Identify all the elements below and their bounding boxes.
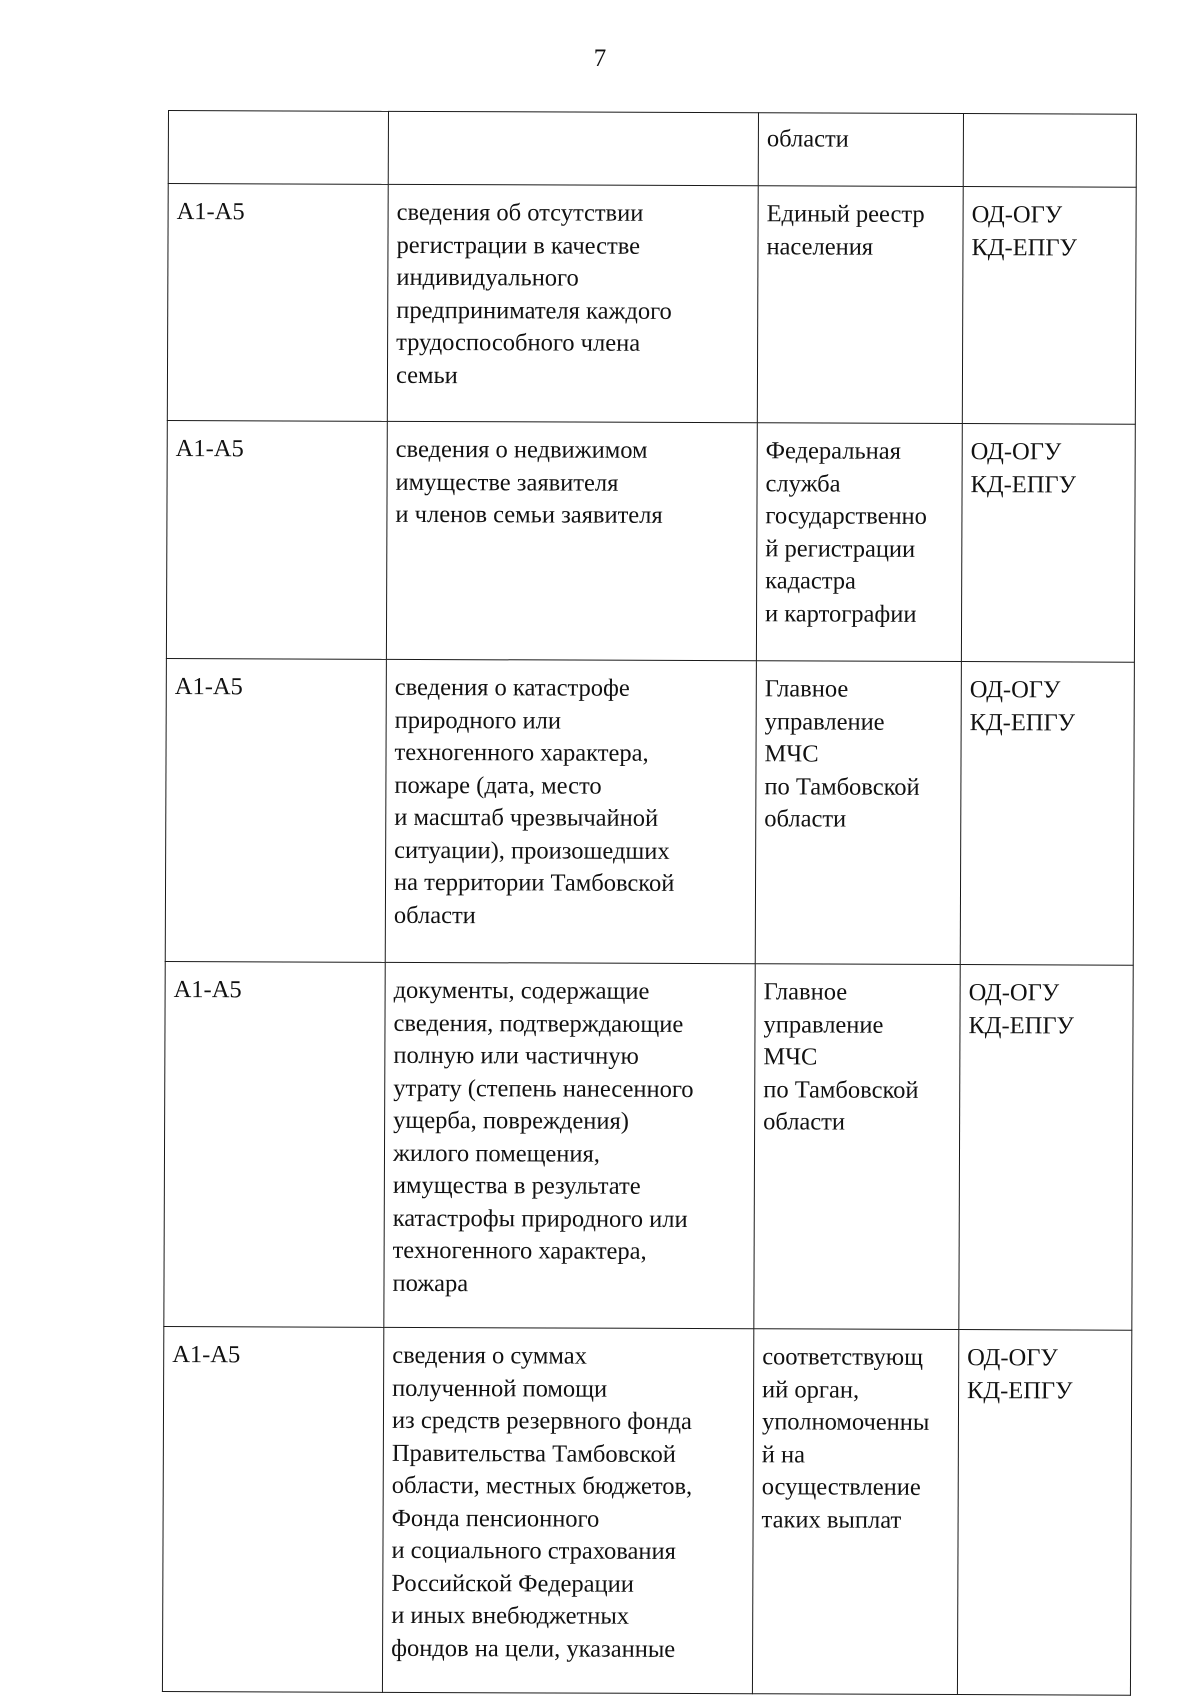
cell-info: сведения о суммах полученной помощи из средств резервного фонда Правительства Тамбовской области, местных бюджетов, Фонда пенсионного и социального страхования Российской Федерации и иных внебюджетных фондов на цели, указанные: [382, 1327, 753, 1693]
cell-source: Главное управление МЧС по Тамбовской области: [754, 964, 960, 1330]
cell-method: [963, 114, 1136, 188]
table-row-continuation: [168, 111, 1136, 188]
cell-method: ОД-ОГУ КД-ЕПГУ: [959, 965, 1133, 1331]
table-row: [162, 1326, 1131, 1695]
cell-source: области: [758, 113, 963, 187]
cell-info: сведения о катастрофе природного или техногенного характера, пожаре (дата, место и масштаб чрезвычайной ситуации), произошедших на территории Тамбовской области: [385, 659, 756, 963]
cell-code: А1-А5: [162, 1326, 383, 1692]
table-row: [164, 961, 1133, 1330]
cell-source: соответствующ ий орган, уполномоченны й на осуществление таких выплат: [752, 1329, 958, 1695]
cell-info: [388, 111, 758, 185]
table-row: [166, 420, 1135, 662]
cell-info: сведения о недвижимом имуществе заявителя и членов семьи заявителя: [386, 421, 757, 660]
cell-method: ОД-ОГУ КД-ЕПГУ: [960, 662, 1134, 966]
cell-code: А1-А5: [165, 658, 386, 962]
cell-method: ОД-ОГУ КД-ЕПГУ: [961, 424, 1135, 663]
table-row: [167, 184, 1136, 425]
cell-source: Федеральная служба государственно й регистрации кадастра и картографии: [756, 423, 962, 662]
cell-info: документы, содержащие сведения, подтверждающие полную или частичную утрату (степень нанесенного ущерба, повреждения) жилого помещения, имущества в результате катастрофы природного или техногенного характера, пожара: [384, 962, 755, 1328]
document-table: [162, 110, 1137, 1696]
cell-method: ОД-ОГУ КД-ЕПГУ: [962, 187, 1136, 425]
cell-source: Главное управление МЧС по Тамбовской области: [755, 661, 961, 965]
cell-code: А1-А5: [166, 420, 387, 659]
cell-source: Единый реестр населения: [757, 186, 963, 424]
cell-code: А1-А5: [167, 184, 388, 422]
cell-method: ОД-ОГУ КД-ЕПГУ: [957, 1330, 1131, 1696]
cell-info: сведения об отсутствии регистрации в качестве индивидуального предпринимателя каждого трудоспособного члена семьи: [387, 184, 758, 422]
page-number: 7: [593, 45, 607, 72]
cell-code: А1-А5: [164, 961, 385, 1327]
cell-code: [168, 111, 388, 185]
table-row: [165, 658, 1134, 965]
